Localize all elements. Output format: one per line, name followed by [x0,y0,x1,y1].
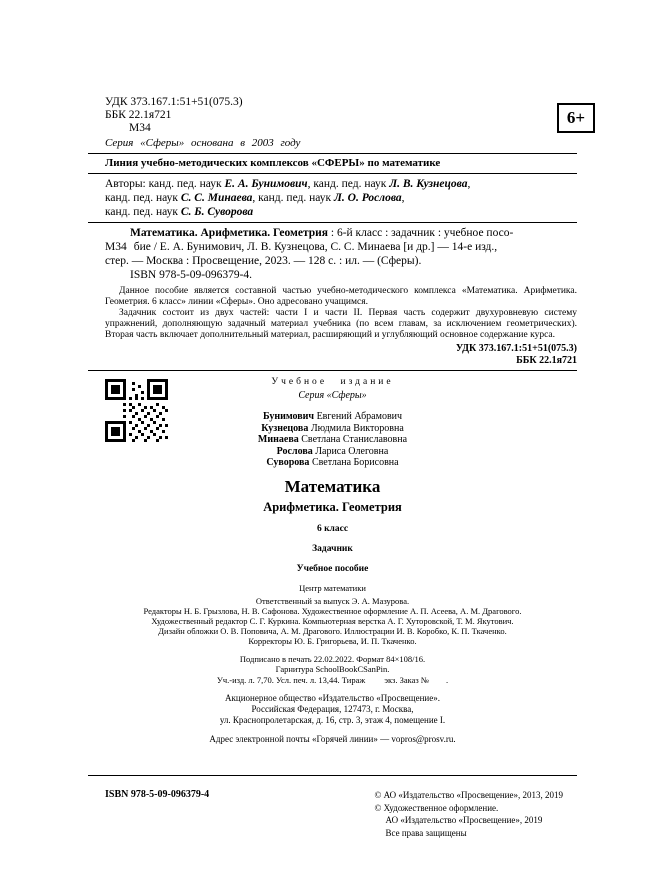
edition-type-line: Учебное издание [271,377,394,387]
book-subtitle: Арифметика. Геометрия [263,499,402,514]
qr-code-image [105,379,168,442]
udc-right-line: УДК 373.167.1:51+51(075.3) [455,343,577,354]
author-given-names: Людмила Викторовна [308,422,404,434]
book-type-line: Задачник [312,543,353,554]
biblio-text: : 6-й класс : задачник : учебное посо- [328,227,514,239]
author-sign-code: М34 [105,241,127,253]
author-name: Л. О. Рослова [334,192,402,204]
print-info-block [88,654,577,686]
publisher-line: Российская Федерация, 127473, г. Москва, [251,704,414,714]
author-given-names: Лариса Олеговна [312,445,389,457]
credit-line: Художественный редактор С. Г. Куркина. Компьютерная верстка А. Г. Хуторовской, Т. М. Якутович. [151,615,514,626]
copyright-line: © АО «Издательство «Просвещение», 2013, 2019 [374,790,563,800]
divider-line [88,222,577,223]
author-name: Л. В. Кузнецова [389,178,468,190]
age-rating-badge: 6+ [557,103,595,133]
author-surname: Минаева [257,434,299,445]
author-name: С. С. Минаева [180,192,253,204]
authors-text: Авторы: канд. пед. наук [105,178,225,190]
author-surname: Бунимович [262,411,315,422]
divider-line [88,370,577,371]
center-line: Центр математики [299,582,366,593]
publisher-block [88,693,577,726]
copyright-line: © Художественное оформление. [374,802,499,813]
biblio-text: бие / Е. А. Бунимович, Л. В. Кузнецова, С. С. Минаева [и др.] — 14-е изд., [133,241,498,253]
biblio-title: Математика. Арифметика. Геометрия [130,227,328,239]
authors-line [105,191,577,205]
authors-text: канд. пед. наук [105,192,181,204]
copyright-line: АО «Издательство «Просвещение», 2019 [385,815,543,825]
credit-line: Редакторы Н. Б. Грызлова, Н. В. Сафонова. Художественное оформление А. П. Асеева, А. М. Драгового. [143,605,522,616]
page-footer [88,772,577,839]
umk-series-line: Линия учебно-методических комплексов «СФЕРЫ» по математике [105,157,441,169]
classification-right-block [88,343,577,367]
author-surname: Кузнецова [261,422,309,434]
authors-text: , канд. пед. наук [252,192,335,204]
authors-block [105,177,577,219]
edition-kind-line: Учебное пособие [296,563,369,574]
grade-line: 6 класс [316,523,349,534]
authors-text: , [401,192,405,204]
classification-block [105,96,577,135]
credit-line: Дизайн обложки О. В. Поповича, А. М. Драгового. Иллюстрации И. В. Коробко, К. П. Ткаченко. [158,625,507,636]
credit-line: Корректоры Ю. Б. Григорьева, И. П. Ткаченко. [248,635,417,646]
biblio-line: стер. — Москва : Просвещение, 2023. — 128 с. : ил. — (Сферы). [105,255,422,267]
qr-code [105,379,168,442]
credit-line: Ответственный за выпуск Э. А. Мазурова. [255,595,410,606]
series-line: Серия «Сферы» [298,390,367,401]
authors-line [105,177,577,191]
imprint-section [88,377,577,745]
author-sign-code: М34 [129,122,151,134]
copyright-block [375,789,577,839]
author-full-name [88,446,577,458]
authors-line [105,205,577,219]
copyright-line: Все права защищены [385,827,467,838]
publisher-line: ул. Краснопролетарская, д. 16, стр. 3, этаж 4, помещение I. [219,715,446,725]
author-given-names: Светлана Борисовна [309,457,399,468]
book-title: Математика [284,476,381,496]
authors-text: , канд. пед. наук [307,178,390,190]
biblio-line [105,240,577,254]
author-given-names: Светлана Станиславовна [298,434,408,445]
author-name: С. Б. Суворова [180,206,254,218]
isbn-footer: ISBN 978-5-09-096379-4 [105,789,210,800]
authors-text: канд. пед. наук [105,206,181,218]
annotation-paragraph: Данное пособие является составной частью учебно-методического комплекса «Математика. Арифметика. Геометрия. 6 класс» линии «Сферы». Оно адресовано учащимся. [105,286,577,307]
publisher-line: Акционерное общество «Издательство «Просвещение». [225,693,440,703]
print-info-line: Гарнитура SchoolBookCSanPin. [275,664,390,674]
author-given-names: Евгений Абрамович [314,411,403,422]
bibliographic-record [105,226,577,282]
biblio-line [105,226,577,240]
author-full-name [88,457,577,469]
divider-line [88,775,577,776]
print-info-line: Уч.-изд. л. 7,70. Усл. печ. л. 13,44. Тираж экз. Заказ № . [216,674,449,685]
bbk-right-line: ББК 22.1я721 [516,355,577,366]
bbk-line: ББК 22.1я721 [105,109,172,121]
editorial-credits [88,596,577,646]
author-surname: Рослова [276,445,313,457]
udc-line: УДК 373.167.1:51+51(075.3) [105,96,243,108]
divider-line [88,173,577,174]
print-info-line: Подписано в печать 22.02.2022. Формат 84×108/16. [239,653,426,664]
divider-line [88,153,577,154]
authors-text: , [467,178,471,190]
annotation-paragraph: Задачник состоит из двух частей: части I и части II. Первая часть содержит двухуровневую систему упражнений, дополняющую задачный материал учебника (по всем главам, за исключением геометрических). Вторая часть включает дополнительный материал, расширяющий и углубляющий основное содержание курса. [105,308,577,340]
author-surname: Суворова [266,457,310,468]
author-name: Е. А. Бунимович [224,178,308,190]
series-founded-note: Серия «Сферы» основана в 2003 году [105,137,301,149]
isbn-line: ISBN 978-5-09-096379-4. [130,269,253,281]
annotation-block [105,286,577,341]
hotline-email-line: Адрес электронной почты «Горячей линии» — vopros@prosv.ru. [209,734,456,744]
